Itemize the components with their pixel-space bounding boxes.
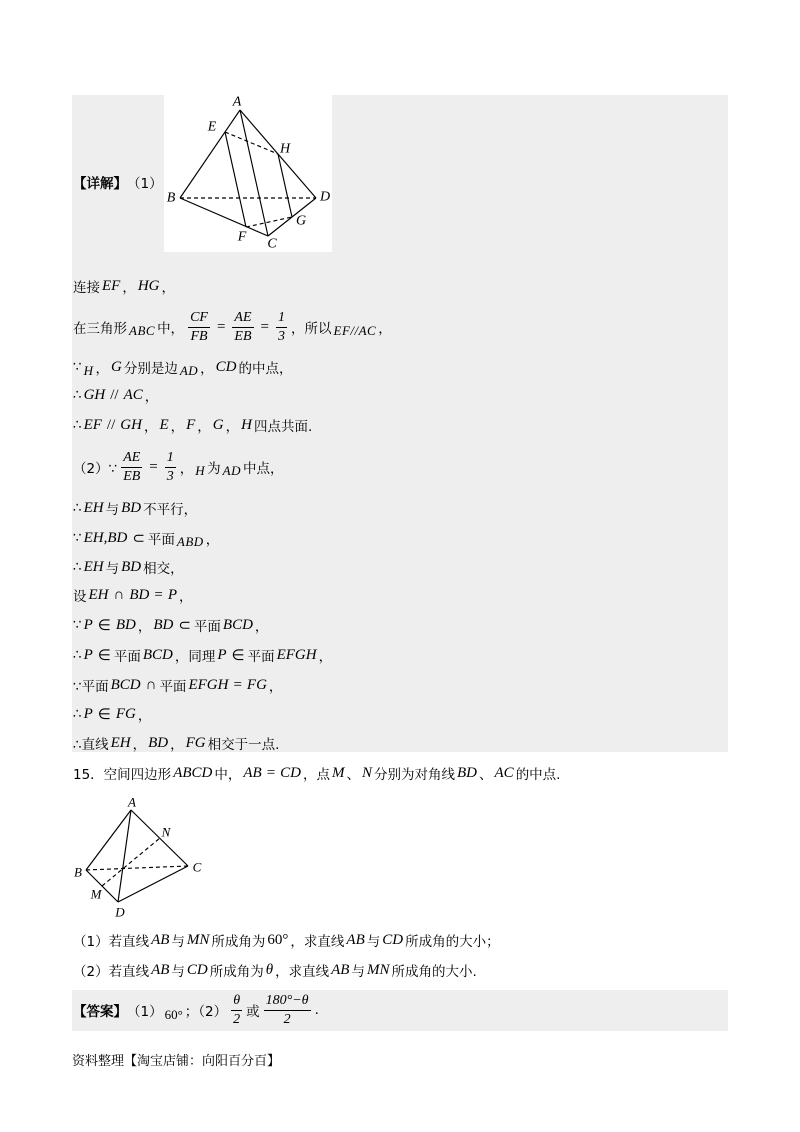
text-run: ，所以 — [291, 321, 332, 337]
solution-line — [73, 309, 392, 344]
solution-figure-box — [164, 95, 332, 252]
math-expr: ABCD — [173, 764, 213, 781]
text-run: （2）∵ — [73, 461, 118, 477]
bold-label: 【答案】 — [73, 1004, 127, 1020]
text-run: 相交， — [143, 561, 184, 577]
text-run: 所成角的大小. — [391, 964, 477, 980]
text-run: ；（2） — [184, 1004, 228, 1020]
math-expr: HG — [137, 277, 160, 294]
text-run: ， — [378, 321, 392, 337]
text-run: 为 — [207, 461, 221, 477]
math-operator: ∈ — [97, 706, 111, 723]
math-expr: EH,BD — [83, 529, 128, 546]
text-run: ， — [137, 619, 152, 635]
fraction-numerator: θ — [231, 993, 242, 1011]
solution-line — [73, 728, 279, 758]
text-run: ∵ — [73, 530, 82, 546]
solution-line — [73, 699, 151, 729]
text-run: 连接 — [73, 280, 100, 296]
text-run: ∴ — [73, 500, 82, 516]
text-run: 平面 — [147, 532, 175, 548]
math-expr: EFGH — [276, 646, 317, 663]
solution-line — [73, 580, 192, 610]
edge-ac — [131, 810, 188, 866]
text-run: 与 — [171, 964, 185, 980]
math-expr: P — [83, 646, 93, 663]
solution-block — [72, 95, 728, 752]
math-value-lowered: 60° — [164, 1007, 183, 1022]
math-operator: = — [266, 764, 276, 781]
tetrahedron-figure-1 — [164, 95, 332, 252]
math-expr: GH — [120, 416, 142, 433]
answer-line — [73, 992, 319, 1027]
math-expr: BD — [148, 734, 169, 751]
text-run: （2）若直线 — [73, 964, 150, 980]
fraction — [276, 310, 287, 345]
math-expr: AC — [494, 764, 514, 781]
math-expr: BD — [129, 586, 150, 603]
edge-dc — [118, 866, 188, 902]
text-run: 15．空间四边形 — [73, 767, 172, 783]
text-run: ∵ — [73, 617, 82, 633]
math-expr: FG — [185, 734, 206, 751]
segment-hg — [278, 154, 292, 217]
text-run: ， — [200, 361, 214, 377]
text-run: 与 — [105, 502, 120, 518]
math-expr: CD — [186, 961, 208, 978]
math-expr: AB — [151, 931, 170, 948]
text-run: 与 — [105, 561, 120, 577]
vertex-label-b: B — [166, 190, 176, 206]
math-expr: GH — [83, 386, 106, 403]
text-run: ， — [170, 737, 184, 753]
text-run: 平面 — [247, 649, 275, 665]
text-run: 、 — [346, 767, 360, 783]
segment-eh — [225, 132, 278, 154]
fraction — [232, 310, 253, 345]
vertex-label-g: G — [295, 213, 307, 229]
text-run: ， — [254, 619, 269, 635]
math-operator: ⊂ — [178, 617, 191, 634]
text-run: 设 — [73, 589, 87, 605]
vertex-label-h: H — [279, 141, 291, 157]
text-run: 中， — [157, 321, 185, 337]
text-run: ∴ — [73, 559, 82, 575]
solution-line — [73, 410, 312, 440]
text-run: ， — [95, 361, 109, 377]
text-run: ， — [225, 419, 240, 435]
vertex-label-c: C — [267, 236, 277, 252]
fraction-denominator: EB — [123, 468, 141, 484]
math-expr: MN — [366, 961, 390, 978]
math-expr: AB — [243, 764, 262, 781]
math-expr: EF — [83, 416, 102, 433]
bold-label: 【详解】 — [73, 176, 127, 192]
math-expr-lowered: H — [83, 363, 94, 378]
vertex-label-d: D — [319, 189, 331, 205]
fraction-numerator: AE — [121, 450, 142, 468]
math-operator: ⊂ — [132, 530, 145, 547]
fraction-denominator: 2 — [233, 1011, 241, 1027]
math-expr: BD — [115, 616, 136, 633]
text-run: 、 — [479, 767, 493, 783]
text-run: 的中点， — [238, 361, 293, 377]
math-expr: P — [167, 586, 177, 603]
text-run: 分别是边 — [123, 361, 178, 377]
text-run: 分别为对角线 — [374, 767, 456, 783]
math-expr: EFGH — [188, 676, 229, 693]
text-run: ∵平面 — [73, 679, 109, 695]
vertex-label-e: E — [207, 119, 217, 135]
segment-ef — [225, 132, 246, 227]
fraction-numerator: CF — [188, 310, 210, 328]
math-expr: F — [186, 416, 196, 433]
text-run: ，同理 — [174, 649, 216, 665]
solution-line — [73, 493, 197, 523]
fraction — [231, 993, 242, 1028]
text-run: ， — [268, 679, 283, 695]
fraction-denominator: EB — [234, 328, 252, 344]
solution-line — [73, 670, 282, 700]
vertex-label-a: A — [232, 95, 242, 110]
math-expr-lowered: H — [195, 463, 206, 478]
text-run: （1） — [127, 1004, 163, 1020]
text-run: 或 — [246, 1004, 260, 1020]
math-expr: AB — [346, 931, 365, 948]
vertex-label-d: D — [115, 904, 125, 920]
fraction — [121, 450, 142, 485]
footer-source: 资料整理【淘宝店铺：向阳百分百】 — [72, 1054, 281, 1069]
text-run: ， — [170, 419, 185, 435]
text-run: 不平行， — [143, 502, 198, 518]
math-expr: BD — [457, 764, 478, 781]
text-run: ，求直线 — [275, 964, 330, 980]
text-run: ， — [318, 649, 333, 665]
text-run: 四点共面. — [253, 419, 313, 435]
solution-line — [73, 380, 158, 410]
text-run: ， — [179, 461, 194, 477]
text-run: 的中点. — [515, 767, 561, 783]
math-expr: MN — [186, 931, 210, 948]
text-run: ， — [143, 419, 158, 435]
edge-bc — [180, 198, 268, 236]
text-run: 平面 — [159, 679, 187, 695]
text-run: ， — [132, 737, 147, 753]
text-run: （1）若直线 — [73, 934, 150, 950]
math-expr: H — [241, 416, 252, 433]
fraction — [264, 993, 311, 1028]
text-run: 所成角的大小； — [405, 934, 500, 950]
math-expr: BD — [121, 558, 142, 575]
text-run: 与 — [366, 934, 381, 950]
problem-15-part-1 — [73, 925, 500, 955]
math-expr-lowered: AD — [222, 463, 241, 478]
math-expr-lowered: AD — [179, 363, 199, 378]
math-expr: EH — [83, 499, 104, 516]
solution-line — [73, 449, 284, 484]
segment-mn — [102, 838, 160, 886]
text-run: 中， — [214, 767, 242, 783]
fraction-numerator: 180°−θ — [264, 993, 311, 1011]
vertex-label-a: A — [128, 795, 136, 810]
fraction-denominator: 2 — [283, 1011, 291, 1027]
text-run: . — [314, 1002, 319, 1018]
text-run: ， — [122, 280, 136, 296]
math-expr: AC — [123, 386, 143, 403]
math-expr: M — [332, 764, 345, 781]
math-expr: CD — [280, 764, 301, 781]
math-operator: // — [110, 386, 119, 403]
text-run: 中点， — [243, 461, 284, 477]
text-run: 与 — [171, 934, 185, 950]
vertex-label-b: B — [74, 864, 82, 880]
math-expr-lowered: ABC — [129, 323, 156, 338]
math-expr: EH — [83, 558, 104, 575]
solution-line — [73, 552, 184, 582]
text-run: ，点 — [303, 767, 330, 783]
text-run: ∵ — [73, 359, 82, 375]
text-run: ， — [144, 389, 159, 405]
solution-line — [73, 610, 268, 640]
text-run: ， — [205, 532, 220, 548]
math-expr: P — [217, 646, 227, 663]
math-expr: CD — [382, 931, 404, 948]
math-expr: FG — [115, 705, 136, 722]
math-expr: N — [362, 764, 373, 781]
text-run: 所成角为 — [209, 964, 264, 980]
fraction-denominator: FB — [190, 328, 208, 344]
math-operator: // — [106, 416, 116, 433]
math-expr: EH — [88, 586, 109, 603]
fraction-numerator: AE — [232, 310, 253, 328]
math-expr: CD — [215, 358, 237, 375]
text-run: ∴ — [73, 417, 82, 433]
math-expr: AB — [151, 961, 170, 978]
math-expr: EH — [110, 734, 131, 751]
math-expr: BCD — [110, 676, 141, 693]
problem-15-part-2 — [73, 955, 477, 985]
math-expr: E — [159, 416, 169, 433]
text-run: ， — [197, 419, 211, 435]
math-expr: G — [212, 416, 224, 433]
math-operator: ∈ — [97, 617, 111, 634]
text-run: 在三角形 — [73, 321, 127, 337]
tetrahedron-figure-2 — [70, 795, 210, 920]
solution-line — [73, 640, 332, 670]
text-run: 所成角为 — [211, 934, 266, 950]
math-expr: BCD — [142, 646, 173, 663]
text-run: ， — [178, 589, 193, 605]
solution-line — [73, 271, 175, 301]
answer-block — [72, 990, 728, 1031]
text-run: ∴直线 — [73, 737, 109, 753]
text-run: ∴ — [73, 647, 82, 663]
math-expr-lowered: ABD — [176, 534, 204, 549]
edge-bc — [86, 866, 188, 870]
fraction — [188, 310, 210, 345]
text-run: ∴ — [73, 706, 82, 722]
text-run: 与 — [351, 964, 365, 980]
fraction — [165, 450, 176, 485]
math-expr-lowered: EF//AC — [333, 323, 377, 338]
vertex-label-m: M — [90, 886, 102, 902]
text-run: 平面 — [193, 619, 221, 635]
math-expr: P — [83, 616, 93, 633]
fraction-denominator: 3 — [166, 468, 174, 484]
fraction-numerator: 1 — [165, 450, 176, 468]
math-expr: P — [83, 705, 93, 722]
math-expr: EF — [102, 277, 121, 294]
problem-15-stem — [73, 758, 560, 788]
solution-line — [73, 352, 293, 382]
math-expr: FG — [246, 676, 267, 693]
math-operator: = — [233, 676, 242, 693]
vertex-label-n: N — [161, 824, 171, 840]
math-operator: ∩ — [113, 586, 125, 603]
math-expr: BD — [121, 499, 142, 516]
math-operator: = — [154, 586, 163, 603]
math-operator: = — [149, 458, 158, 475]
math-expr: BCD — [222, 616, 253, 633]
text-run: （1） — [127, 176, 163, 192]
solution-heading — [73, 167, 163, 197]
text-run: 相交于一点. — [207, 737, 280, 753]
vertex-label-c: C — [192, 859, 202, 875]
text-run: ， — [161, 280, 175, 296]
math-expr: G — [110, 358, 122, 375]
math-expr: BD — [153, 616, 174, 633]
math-operator: ∩ — [145, 676, 157, 693]
math-expr: AB — [331, 961, 350, 978]
math-operator: ∈ — [231, 647, 245, 664]
vertex-label-f: F — [237, 229, 247, 245]
fraction-numerator: 1 — [276, 310, 287, 328]
solution-line — [73, 523, 219, 553]
math-operator: = — [260, 318, 269, 335]
math-value: 60° — [267, 931, 289, 948]
text-run: ， — [137, 708, 152, 724]
math-operator: = — [216, 318, 226, 335]
fraction-denominator: 3 — [278, 328, 285, 344]
math-expr: θ — [265, 961, 274, 978]
text-run: ，求直线 — [290, 934, 345, 950]
text-run: ∴ — [73, 387, 82, 403]
math-operator: ∈ — [97, 647, 111, 664]
text-run: 平面 — [113, 649, 141, 665]
